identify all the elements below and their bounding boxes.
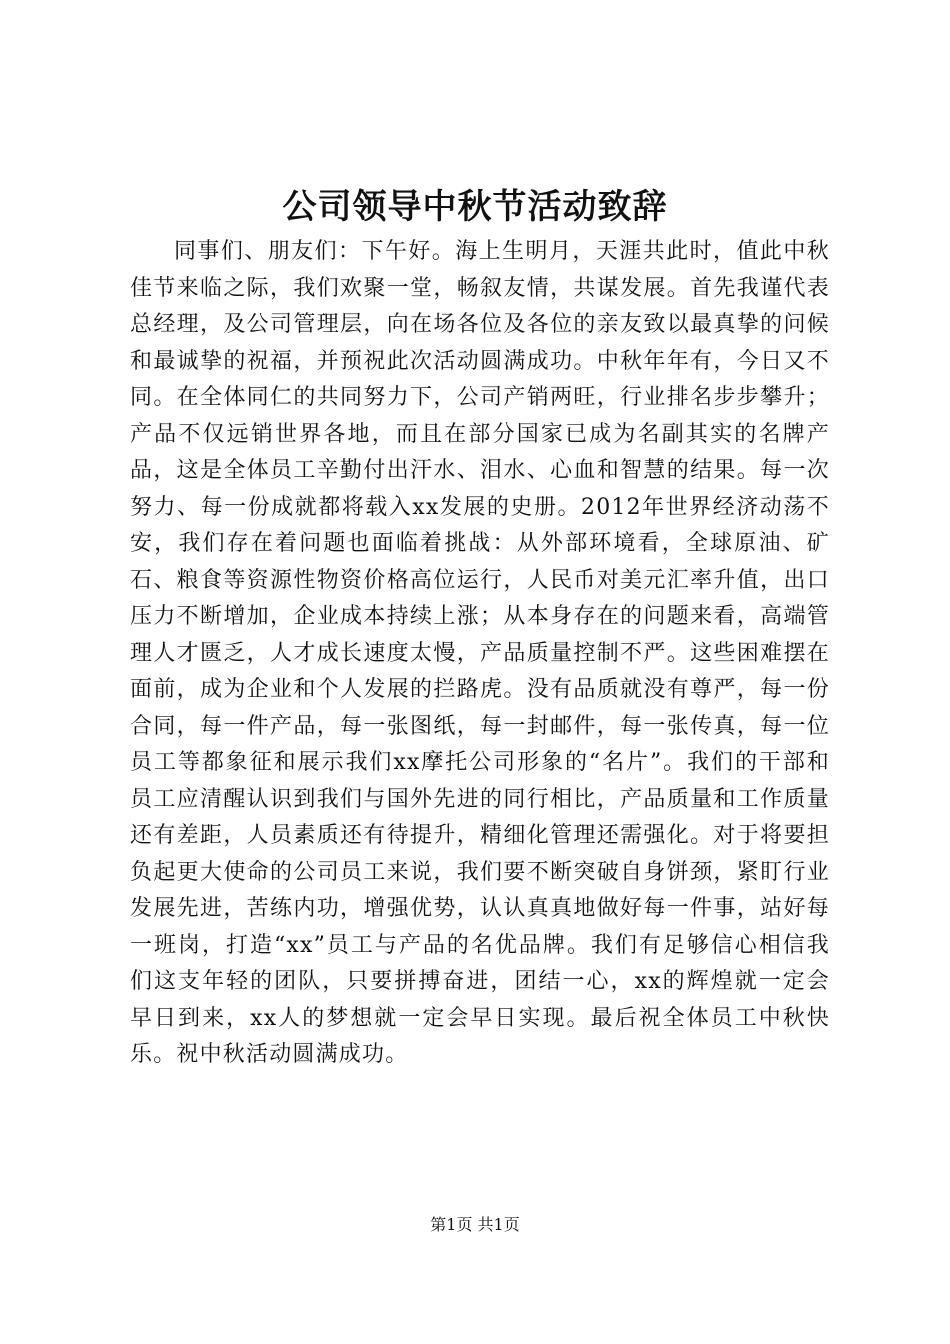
body-paragraph: 同事们、朋友们：下午好。海上生明月，天涯共此时，值此中秋佳节来临之际，我们欢聚一堂，畅叙友情，共谋发展。首先我谨代表总经理，及公司管理层，向在场各位及各位的亲友致以最真挚的问候和最诚挚的祝福，并预祝此次活动圆满成功。中秋年年有，今日又不同。在全体同仁的共同努力下，公司产销两旺，行业排名步步攀升；产品不仅远销世界各地，而且在部分国家已成为名副其实的名牌产品，这是全体员工辛勤付出汗水、泪水、心血和智慧的结果。每一次努力、每一份成就都将载入xx发展的史册。2012年世界经济动荡不安，我们存在着问题也面临着挑战：从外部环境看，全球原油、矿石、粮食等资源性物资价格高位运行，人民币对美元汇率升值，出口压力不断增加，企业成本持续上涨；从本身存在的问题来看，高端管理人才匮乏，人才成长速度太慢，产品质量控制不严。这些困难摆在面前，成为企业和个人发展的拦路虎。没有品质就没有尊严，每一份合同，每一件产品，每一张图纸，每一封邮件，每一张传真，每一位员工等都象征和展示我们xx摩托公司形象的“名片”。我们的干部和员工应清醒认识到我们与国外先进的同行相比，产品质量和工作质量还有差距，人员素质还有待提升，精细化管理还需强化。对于将要担负起更大使命的公司员工来说，我们要不断突破自身饼颈，紧盯行业发展先进，苦练内功，增强优势，认认真真地做好每一件事，站好每一班岗，打造“xx”员工与产品的名优品牌。我们有足够信心相信我们这支年轻的团队，只要拼搏奋进，团结一心，xx的辉煌就一定会早日到来，xx人的梦想就一定会早日实现。最后祝全体员工中秋快乐。祝中秋活动圆满成功。 — [130, 239, 830, 1067]
page-footer: 第1页 共1页 — [430, 1215, 520, 1234]
document-title: 公司领导中秋节活动致辞 — [282, 187, 668, 227]
